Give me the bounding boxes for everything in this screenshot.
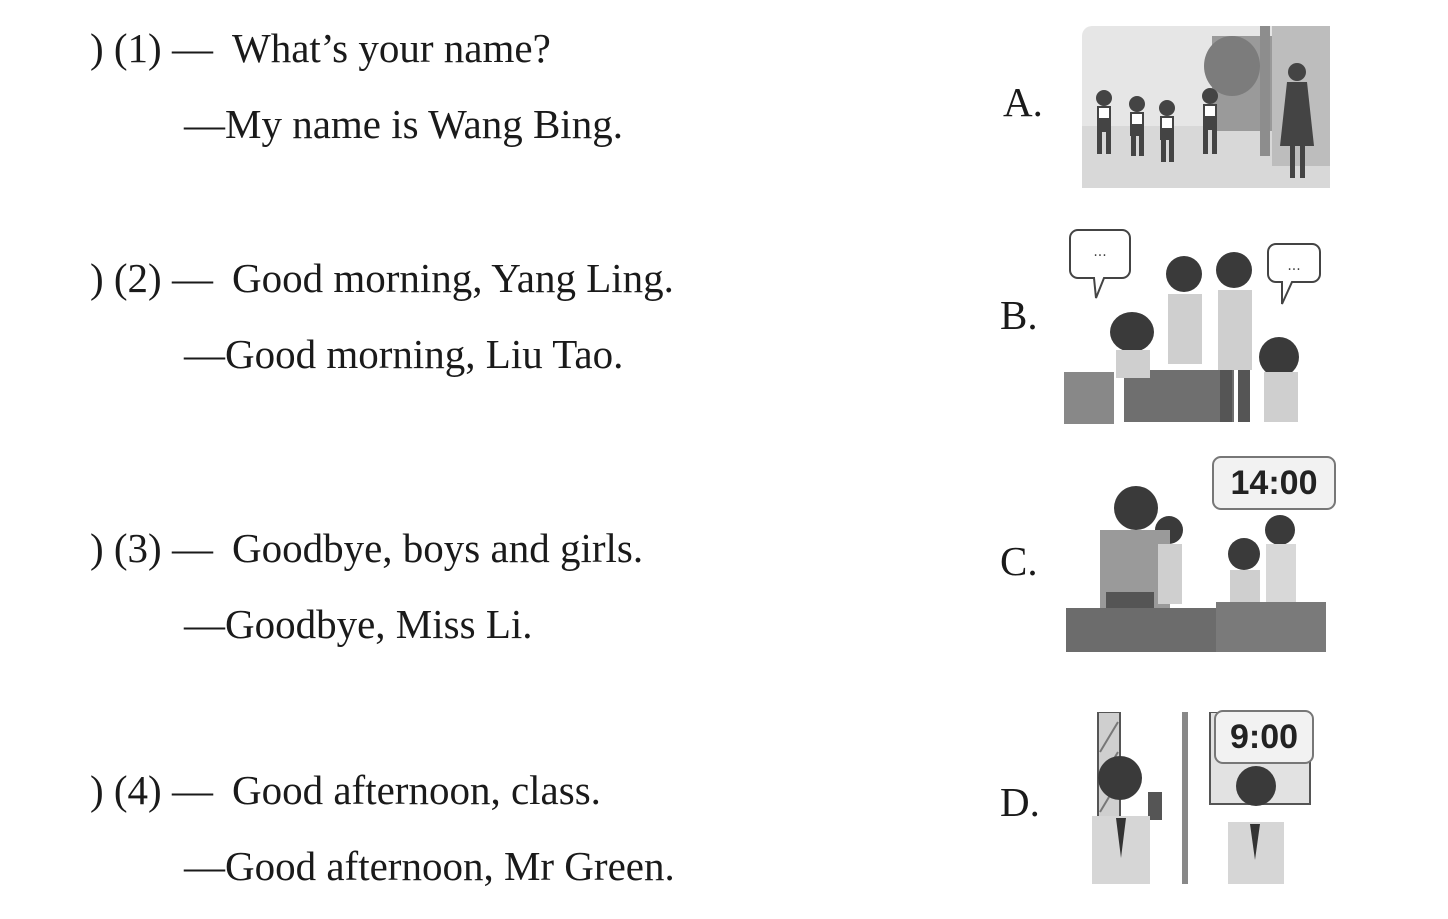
clock-1400: 14:00 <box>1212 456 1336 510</box>
question-1-marker: ) (1) — <box>90 25 213 71</box>
question-2-line-1: Good morning, Yang Ling. <box>232 255 674 301</box>
question-2-line-2: —Good morning, Liu Tao. <box>184 331 624 377</box>
option-c-letter: C. <box>1000 538 1038 584</box>
bubble-left-text: ... <box>1093 244 1107 260</box>
question-1-line-2: —My name is Wang Bing. <box>184 101 623 147</box>
question-2-marker: ) (2) — <box>90 255 213 301</box>
option-b-letter: B. <box>1000 292 1038 338</box>
option-a-letter: A. <box>1003 79 1043 125</box>
option-b-picture <box>1064 222 1324 426</box>
question-3-line-2: —Goodbye, Miss Li. <box>184 601 533 647</box>
question-4-line-2: —Good afternoon, Mr Green. <box>184 843 675 889</box>
question-3-marker: ) (3) — <box>90 525 213 571</box>
bubble-right-text: ... <box>1287 258 1301 274</box>
question-4-marker: ) (4) — <box>90 767 213 813</box>
clock-900: 9:00 <box>1214 710 1314 764</box>
option-d-letter: D. <box>1000 779 1040 825</box>
option-a-picture <box>1082 26 1330 188</box>
question-3-line-1: Goodbye, boys and girls. <box>232 525 644 571</box>
question-4-line-1: Good afternoon, class. <box>232 767 601 813</box>
question-1-line-1: What’s your name? <box>232 25 551 71</box>
